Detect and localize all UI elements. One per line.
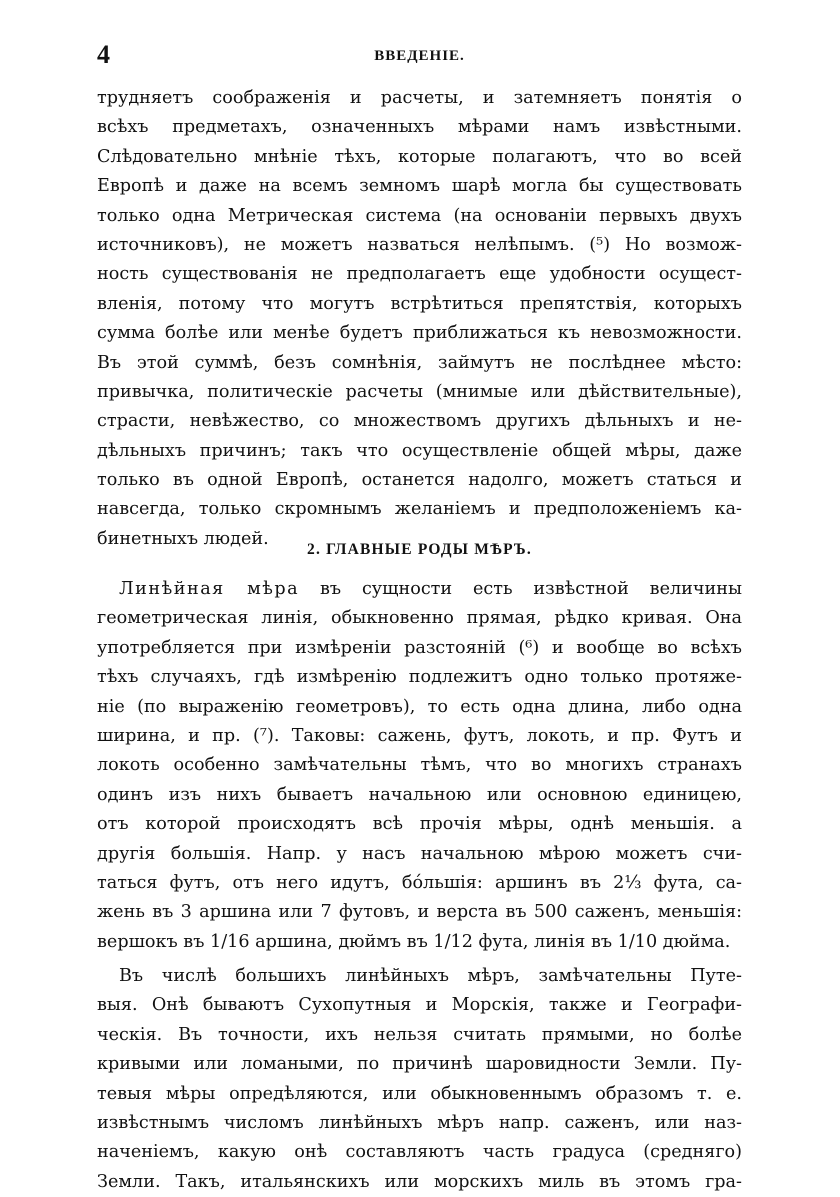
text-line: Европѣ и даже на всемъ земномъ шарѣ могла бы существовать — [97, 176, 742, 197]
section-heading: 2. ГЛАВНЫЕ РОДЫ МѢРЪ. — [307, 541, 532, 558]
text-line: другія большія. Напр. у насъ начальною мѣрою можетъ счи- — [97, 843, 742, 864]
paragraph-3 — [97, 962, 742, 1197]
page-header — [97, 40, 742, 74]
text-line: ность существованія не предполагаетъ еще удобности осущест- — [97, 264, 742, 285]
text-line: выя. Онѣ бываютъ Сухопутныя и Морскія, также и Географи- — [97, 995, 742, 1016]
text-line: вершокъ въ 1/16 аршина, дюймъ въ 1/12 фута, линія въ 1/10 дюйма. — [97, 931, 731, 952]
text-line: отъ которой происходятъ всѣ прочія мѣры, однѣ меньшія. а — [97, 814, 742, 835]
text-line: употребляется при измѣреніи разстояній (⁶) и вообще во всѣхъ — [97, 637, 742, 658]
text-line: трудняетъ соображенія и расчеты, и затемняетъ понятія о — [97, 88, 742, 108]
running-title: ВВЕДЕНІЕ. — [374, 48, 465, 64]
text-line: тевыя мѣры опредѣляются, или обыкновеннымъ образомъ т. е. — [97, 1083, 742, 1104]
text-line: источниковъ), не можетъ назваться нелѣпымъ. (⁵) Но возмож- — [97, 234, 742, 255]
text-line — [97, 575, 742, 604]
text-line: тѣхъ случаяхъ, гдѣ измѣренію подлежитъ одно только протяже- — [97, 667, 742, 688]
text-line: ніе (по выраженію геометровъ), то есть одна длина, либо одна — [97, 696, 742, 717]
text-line: Въ числѣ большихъ линѣйныхъ мѣръ, замѣчательны Путе- — [119, 966, 742, 986]
text-line: только въ одной Европѣ, останется надолго, можетъ статься и — [97, 470, 742, 491]
text-line: таться футъ, отъ него идутъ, бо́льшія: аршинъ въ 2⅓ фута, са- — [97, 872, 742, 893]
text-fragment: въ сущности есть извѣстной величины — [299, 579, 742, 599]
text-line: навсегда, только скромнымъ желаніемъ и предположеніемъ ка- — [97, 499, 742, 520]
text-line: ческія. Въ точности, ихъ нельзя считать прямыми, но болѣе — [97, 1024, 742, 1045]
text-line: наченіемъ, какую онѣ составляютъ часть градуса (средняго) — [97, 1142, 742, 1163]
text-line: ширина, и пр. (⁷). Таковы: сажень, футъ, локоть, и пр. Футъ и — [97, 725, 742, 746]
text-line: Слѣдовательно мнѣніе тѣхъ, которые полагаютъ, что во всей — [97, 146, 742, 167]
text-line: извѣстнымъ числомъ линѣйныхъ мѣръ напр. саженъ, или наз- — [97, 1112, 742, 1133]
text-line: Земли. Такъ, итальянскихъ или морскихъ миль въ этомъ гра- — [97, 1171, 742, 1192]
paragraph-2 — [97, 575, 742, 957]
text-line: дѣльныхъ причинъ; такъ что осуществленіе общей мѣры, даже — [97, 440, 742, 461]
text-line: только одна Метрическая система (на основаніи первыхъ двухъ — [97, 205, 742, 226]
text-line: Въ этой суммѣ, безъ сомнѣнія, займутъ не послѣднее мѣсто: — [97, 352, 742, 373]
text-line: привычка, политическіе расчеты (мнимые или дѣйствительные), — [97, 381, 742, 402]
text-line: жень въ 3 аршина или 7 футовъ, и верста въ 500 саженъ, меньшія: — [97, 902, 742, 923]
text-line: локоть особенно замѣчательны тѣмъ, что во многихъ странахъ — [97, 755, 742, 776]
text-line: бинетныхъ людей. — [97, 528, 269, 549]
page-number: 4 — [97, 40, 110, 69]
text-line: геометрическая линія, обыкновенно прямая, рѣдко кривая. Она — [97, 608, 742, 629]
text-line: вленія, потому что могутъ встрѣтиться препятствія, которыхъ — [97, 293, 742, 314]
term-linear-measure: Линѣйная мѣра — [119, 579, 300, 599]
text-line: одинъ изъ нихъ бываетъ начальною или основною единицею, — [97, 784, 742, 805]
paragraph-1 — [97, 84, 742, 554]
text-line: страсти, невѣжество, со множествомъ другихъ дѣльныхъ и не- — [97, 411, 742, 432]
text-line: кривыми или ломаными, по причинѣ шаровидности Земли. Пу- — [97, 1054, 742, 1075]
text-line: сумма болѣе или менѣе будетъ приближаться къ невозможности. — [97, 323, 742, 344]
text-line: всѣхъ предметахъ, означенныхъ мѣрами намъ извѣстными. — [97, 117, 742, 138]
